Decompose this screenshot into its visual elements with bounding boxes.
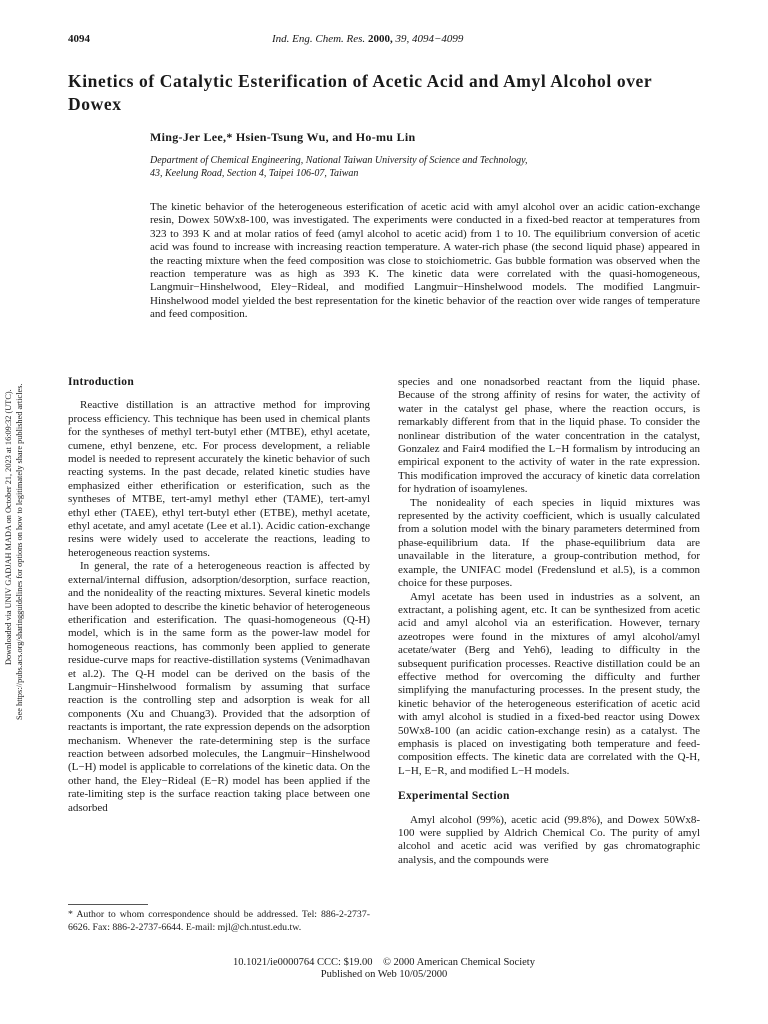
intro-paragraph-5: Amyl acetate has been used in industries as a solvent, an extractant, a polishing agent, etc. It can be synthesized from acetic acid and amyl alcohol via an esterification. However, ternary azeotropes were found in the mixtures of amyl alcohol/amyl acetate/water (Berg and Yeh6), leading to difficulty in the subsequent purification processes. Reactive distillation could be an effective method for overcoming the difficulty and further simplifying the manufacturing processes. In the present study, the kinetic behavior of the heterogeneous esterification of acetic acid with amyl alcohol is studied in a fixed-bed reactor using Dowex 50Wx8-100 (an acidic cation-exchange resin) as a catalyst. The emphasis is placed on investigating both temperature and feed-composition effects. The kinetic data are correlated with the Q-H, L−H, E−R, and modified L−H models. [398,590,700,777]
download-sidebar [0,300,30,860]
sidebar-download-notice: Downloaded via UNIV GADJAH MADA on October 21, 2023 at 16:09:32 (UTC). [4,389,13,665]
right-column [398,376,700,867]
intro-paragraph-4: The nonideality of each species in liquid mixtures was represented by the activity coefficient, which is usually calculated from a solution model with the binary parameters determined from phase-equilibrium data. If the phase-equilibrium data are unavailable in the literature, a group-contribution method, for example, the UNIFAC model (Fredenslund et al.5), is a common choice for these purposes. [398,496,700,590]
section-heading-introduction: Introduction [68,376,135,388]
journal-citation [272,33,463,45]
corresponding-author-footnote: * Author to whom correspondence should be addressed. Tel: 886-2-2737-6626. Fax: 886-2-2737-6644. E-mail: mjl@ch.ntust.edu.tw. [68,909,370,933]
sidebar-sharing-guidelines[interactable]: See https://pubs.acs.org/sharingguidelines for options on how to legitimately share published articles. [15,383,24,720]
page-footer [0,957,768,981]
journal-name: Ind. Eng. Chem. Res. [272,33,366,45]
footnote-divider [68,904,148,905]
affiliation-line-1: Department of Chemical Engineering, National Taiwan University of Science and Technology, [150,155,528,166]
affiliation-line-2: 43, Keelung Road, Section 4, Taipei 106-07, Taiwan [150,168,359,179]
intro-paragraph-2: In general, the rate of a heterogeneous reaction is affected by external/internal diffusion, adsorption/desorption, surface reaction, and the nonideality of the reacting mixtures. Several kinetic models have been adopted to describe the kinetic behavior of heterogeneous etherification and esterification. The quasi-homogeneous (Q-H) model, which is in the same form as the power-law model for homogeneous reactions, has commonly been applied to generate residue-curve maps for reactive-distillation systems (Venimadhavan et al.2). The Q-H model can be derived on the basis of the Langmuir−Hinshelwood formalism by assuming that surface reaction is the controlling step and adsorption is weak for all components (Xu and Chuang3). Provided that the adsorption of reactants is important, the rate expression depends on the adsorption mechanism. Whenever the rate-determining step is the surface reaction between adsorbed molecules, the Langmuir−Hinshelwood (L−H) model is applicable to correlations of the kinetic data. On the other hand, the Eley−Rideal (E−R) model has been applied if the rate-limiting step is the surface reaction taking place between one adsorbed [68,560,370,814]
section-heading-experimental: Experimental Section [398,790,510,803]
intro-paragraph-3: species and one nonadsorbed reactant from the liquid phase. Because of the strong affinity of resins for water, the activity of water in the catalyst gel phase, where the reaction occurs, is remarkably different from that in the liquid phase. To consider the nonlinear distribution of the water concentration in the catalyst, Gonzalez and Fair4 modified the L−H formalism by introducing an empirical exponent to the activity of water in the rate expression. This modification improved the accuracy of kinetic data correlation for hydration of isoamylenes. [398,376,700,496]
journal-volume-pages: 39, 4094−4099 [395,33,464,45]
doi-copyright-line: 10.1021/ie0000764 CCC: $19.00 © 2000 American Chemical Society [233,957,535,968]
experimental-paragraph-1: Amyl alcohol (99%), acetic acid (99.8%), and Dowex 50Wx8-100 were supplied by Aldrich Chemical Co. The purity of amyl alcohol and acetic acid was verified by gas chromatographic analysis, and the compounds were [398,813,700,866]
journal-year: 2000, [367,33,393,45]
paper-title: Kinetics of Catalytic Esterification of Acetic Acid and Amyl Alcohol over Dowex [68,71,652,114]
affiliation [150,154,710,180]
authors: Ming-Jer Lee,* Hsien-Tsung Wu, and Ho-mu Lin [150,130,416,144]
publication-date-line: Published on Web 10/05/2000 [320,969,448,980]
page-number: 4094 [68,33,90,45]
abstract: The kinetic behavior of the heterogeneous esterification of acetic acid with amyl alcohol over an acidic cation-exchange resin, Dowex 50Wx8-100, was investigated. The experiments were conducted in a fixed-bed reactor at temperatures from 323 to 393 K and at molar ratios of feed (amyl alcohol to acetic acid) from 1 to 10. The equilibrium conversion of acetic acid was found to increase with increasing reaction temperature. A water-rich phase (the second liquid phase) appeared in the reacting mixture when the feed composition was close to stoichiometric. Gas bubble formation was observed when the reaction temperature was as high as 393 K. The kinetic data were correlated with the quasi-homogeneous, Langmuir−Hinshelwood, Eley−Rideal, and modified Langmuir−Hinshelwood models. The modified Langmuir-Hinshelwood model yielded the best representation for the kinetic behavior of the reaction over wide ranges of temperature and feed composition. [150,201,700,321]
intro-paragraph-1: Reactive distillation is an attractive method for improving process efficiency. This technique has been used in chemical plants for the syntheses of methyl tert-butyl ether (MTBE), ethyl acetate, cumene, ethyl benzene, etc. For process development, a reliable model is needed to represent accurately the kinetic behavior of such reacting systems. In the past decade, related kinetic studies have emphasized either etherification or esterification, such as the syntheses of MTBE, tert-amyl methyl ether (TAME), tert-amyl ethyl ether (TAEE), ethyl tert-butyl ether (ETBE), methyl acetate, ethyl acetate, and amyl acetate (Lee et al.1). Acidic cation-exchange resins were widely used to accelerate the reactions, leading to heterogeneous reaction systems. [68,399,370,559]
left-column [68,376,370,815]
